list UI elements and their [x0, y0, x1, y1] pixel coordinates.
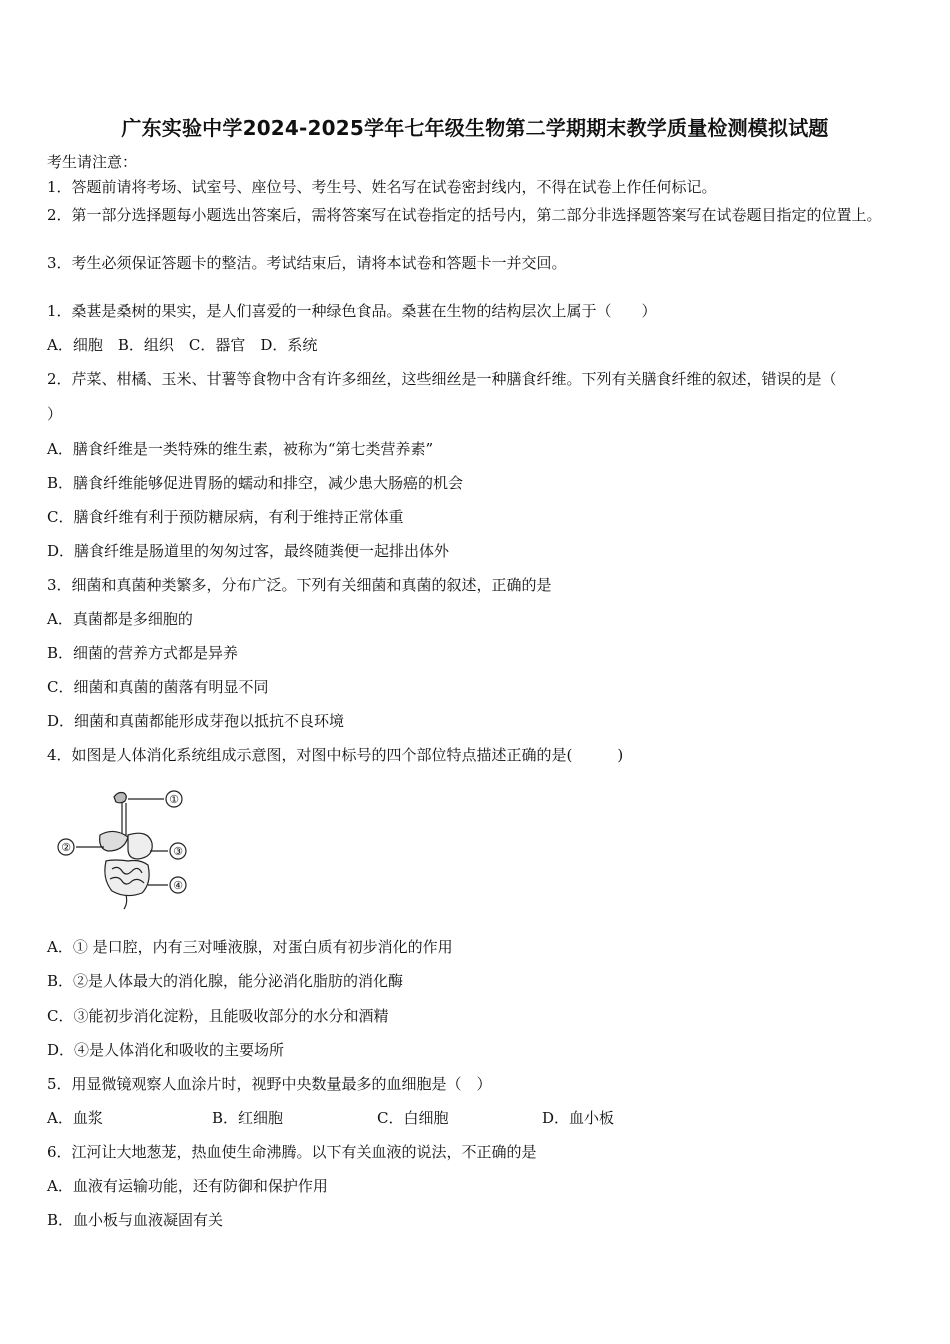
- notice-item-3: 3．考生必须保证答题卡的整洁。考试结束后，请将本试卷和答题卡一并交回。: [47, 254, 567, 272]
- notice-heading: 考生请注意：: [47, 153, 138, 171]
- question-1-stem: 1．桑葚是桑树的果实，是人们喜爱的一种绿色食品。桑葚在生物的结构层次上属于（ ）: [47, 302, 657, 320]
- question-2-option-d: D．膳食纤维是肠道里的匆匆过客，最终随粪便一起排出体外: [47, 542, 450, 560]
- notice-item-1: 1．答题前请将考场、试室号、座位号、考生号、姓名写在试卷密封线内，不得在试卷上作任何标记。: [47, 178, 717, 196]
- question-5-option-d: D．血小板: [542, 1109, 615, 1127]
- rectum-shape: [124, 895, 127, 909]
- esophagus-shape: [122, 803, 126, 835]
- question-3-option-a: A．真菌都是多细胞的: [47, 610, 193, 628]
- question-4-option-c: C．③能初步消化淀粉，且能吸收部分的水分和酒精: [47, 1007, 389, 1025]
- figure-label-4: ④: [173, 879, 183, 892]
- question-6-stem: 6．江河让大地葱茏，热血使生命沸腾。以下有关血液的说法，不正确的是: [47, 1143, 537, 1161]
- question-6-option-b: B．血小板与血液凝固有关: [47, 1211, 224, 1229]
- liver-shape: [100, 831, 128, 851]
- question-5-options: [47, 1108, 614, 1128]
- question-2-stem: 2．芹菜、柑橘、玉米、甘薯等食物中含有许多细丝，这些细丝是一种膳食纤维。下列有关膳食纤维的叙述，错误的是（: [47, 370, 837, 388]
- question-2-option-b: B．膳食纤维能够促进胃肠的蠕动和排空，减少患大肠癌的机会: [47, 474, 464, 492]
- question-6-option-a: A．血液有运输功能，还有防御和保护作用: [47, 1177, 328, 1195]
- question-3-option-c: C．细菌和真菌的菌落有明显不同: [47, 678, 269, 696]
- question-1-options: A．细胞 B．组织 C．器官 D．系统: [47, 336, 318, 354]
- question-5-option-c: C．白细胞: [377, 1109, 449, 1127]
- question-4-option-b: B．②是人体最大的消化腺，能分泌消化脂肪的消化酶: [47, 972, 404, 990]
- question-4-stem: 4．如图是人体消化系统组成示意图，对图中标号的四个部位特点描述正确的是( ): [47, 746, 624, 764]
- question-2-option-a: A．膳食纤维是一类特殊的维生素，被称为“第七类营养素”: [47, 440, 434, 458]
- question-3-option-d: D．细菌和真菌都能形成芽孢以抵抗不良环境: [47, 712, 345, 730]
- mouth-shape: [114, 793, 126, 803]
- figure-label-3: ③: [173, 845, 183, 858]
- question-4-option-d: D．④是人体消化和吸收的主要场所: [47, 1041, 285, 1059]
- digestive-system-diagram: [52, 785, 197, 915]
- question-5-option-b: B．红细胞: [212, 1109, 284, 1127]
- exam-title: 广东实验中学2024-2025学年七年级生物第二学期期末教学质量检测模拟试题: [121, 116, 829, 140]
- question-4-option-a: A．① 是口腔，内有三对唾液腺，对蛋白质有初步消化的作用: [47, 938, 453, 956]
- question-2-option-c: C．膳食纤维有利于预防糖尿病，有利于维持正常体重: [47, 508, 404, 526]
- question-2-stem-end: ）: [47, 405, 63, 423]
- figure-label-2: ②: [61, 841, 71, 854]
- notice-item-2: 2．第一部分选择题每小题选出答案后，需将答案写在试卷指定的括号内，第二部分非选择题答案写在试卷题目指定的位置上。: [47, 206, 882, 224]
- question-3-stem: 3．细菌和真菌种类繁多，分布广泛。下列有关细菌和真菌的叙述，正确的是: [47, 576, 552, 594]
- figure-label-1: ①: [169, 793, 179, 806]
- question-5-option-a: A．血浆: [47, 1109, 103, 1127]
- question-3-option-b: B．细菌的营养方式都是异养: [47, 644, 239, 662]
- question-5-stem: 5．用显微镜观察人血涂片时，视野中央数量最多的血细胞是（ ）: [47, 1075, 492, 1093]
- stomach-shape: [128, 833, 152, 859]
